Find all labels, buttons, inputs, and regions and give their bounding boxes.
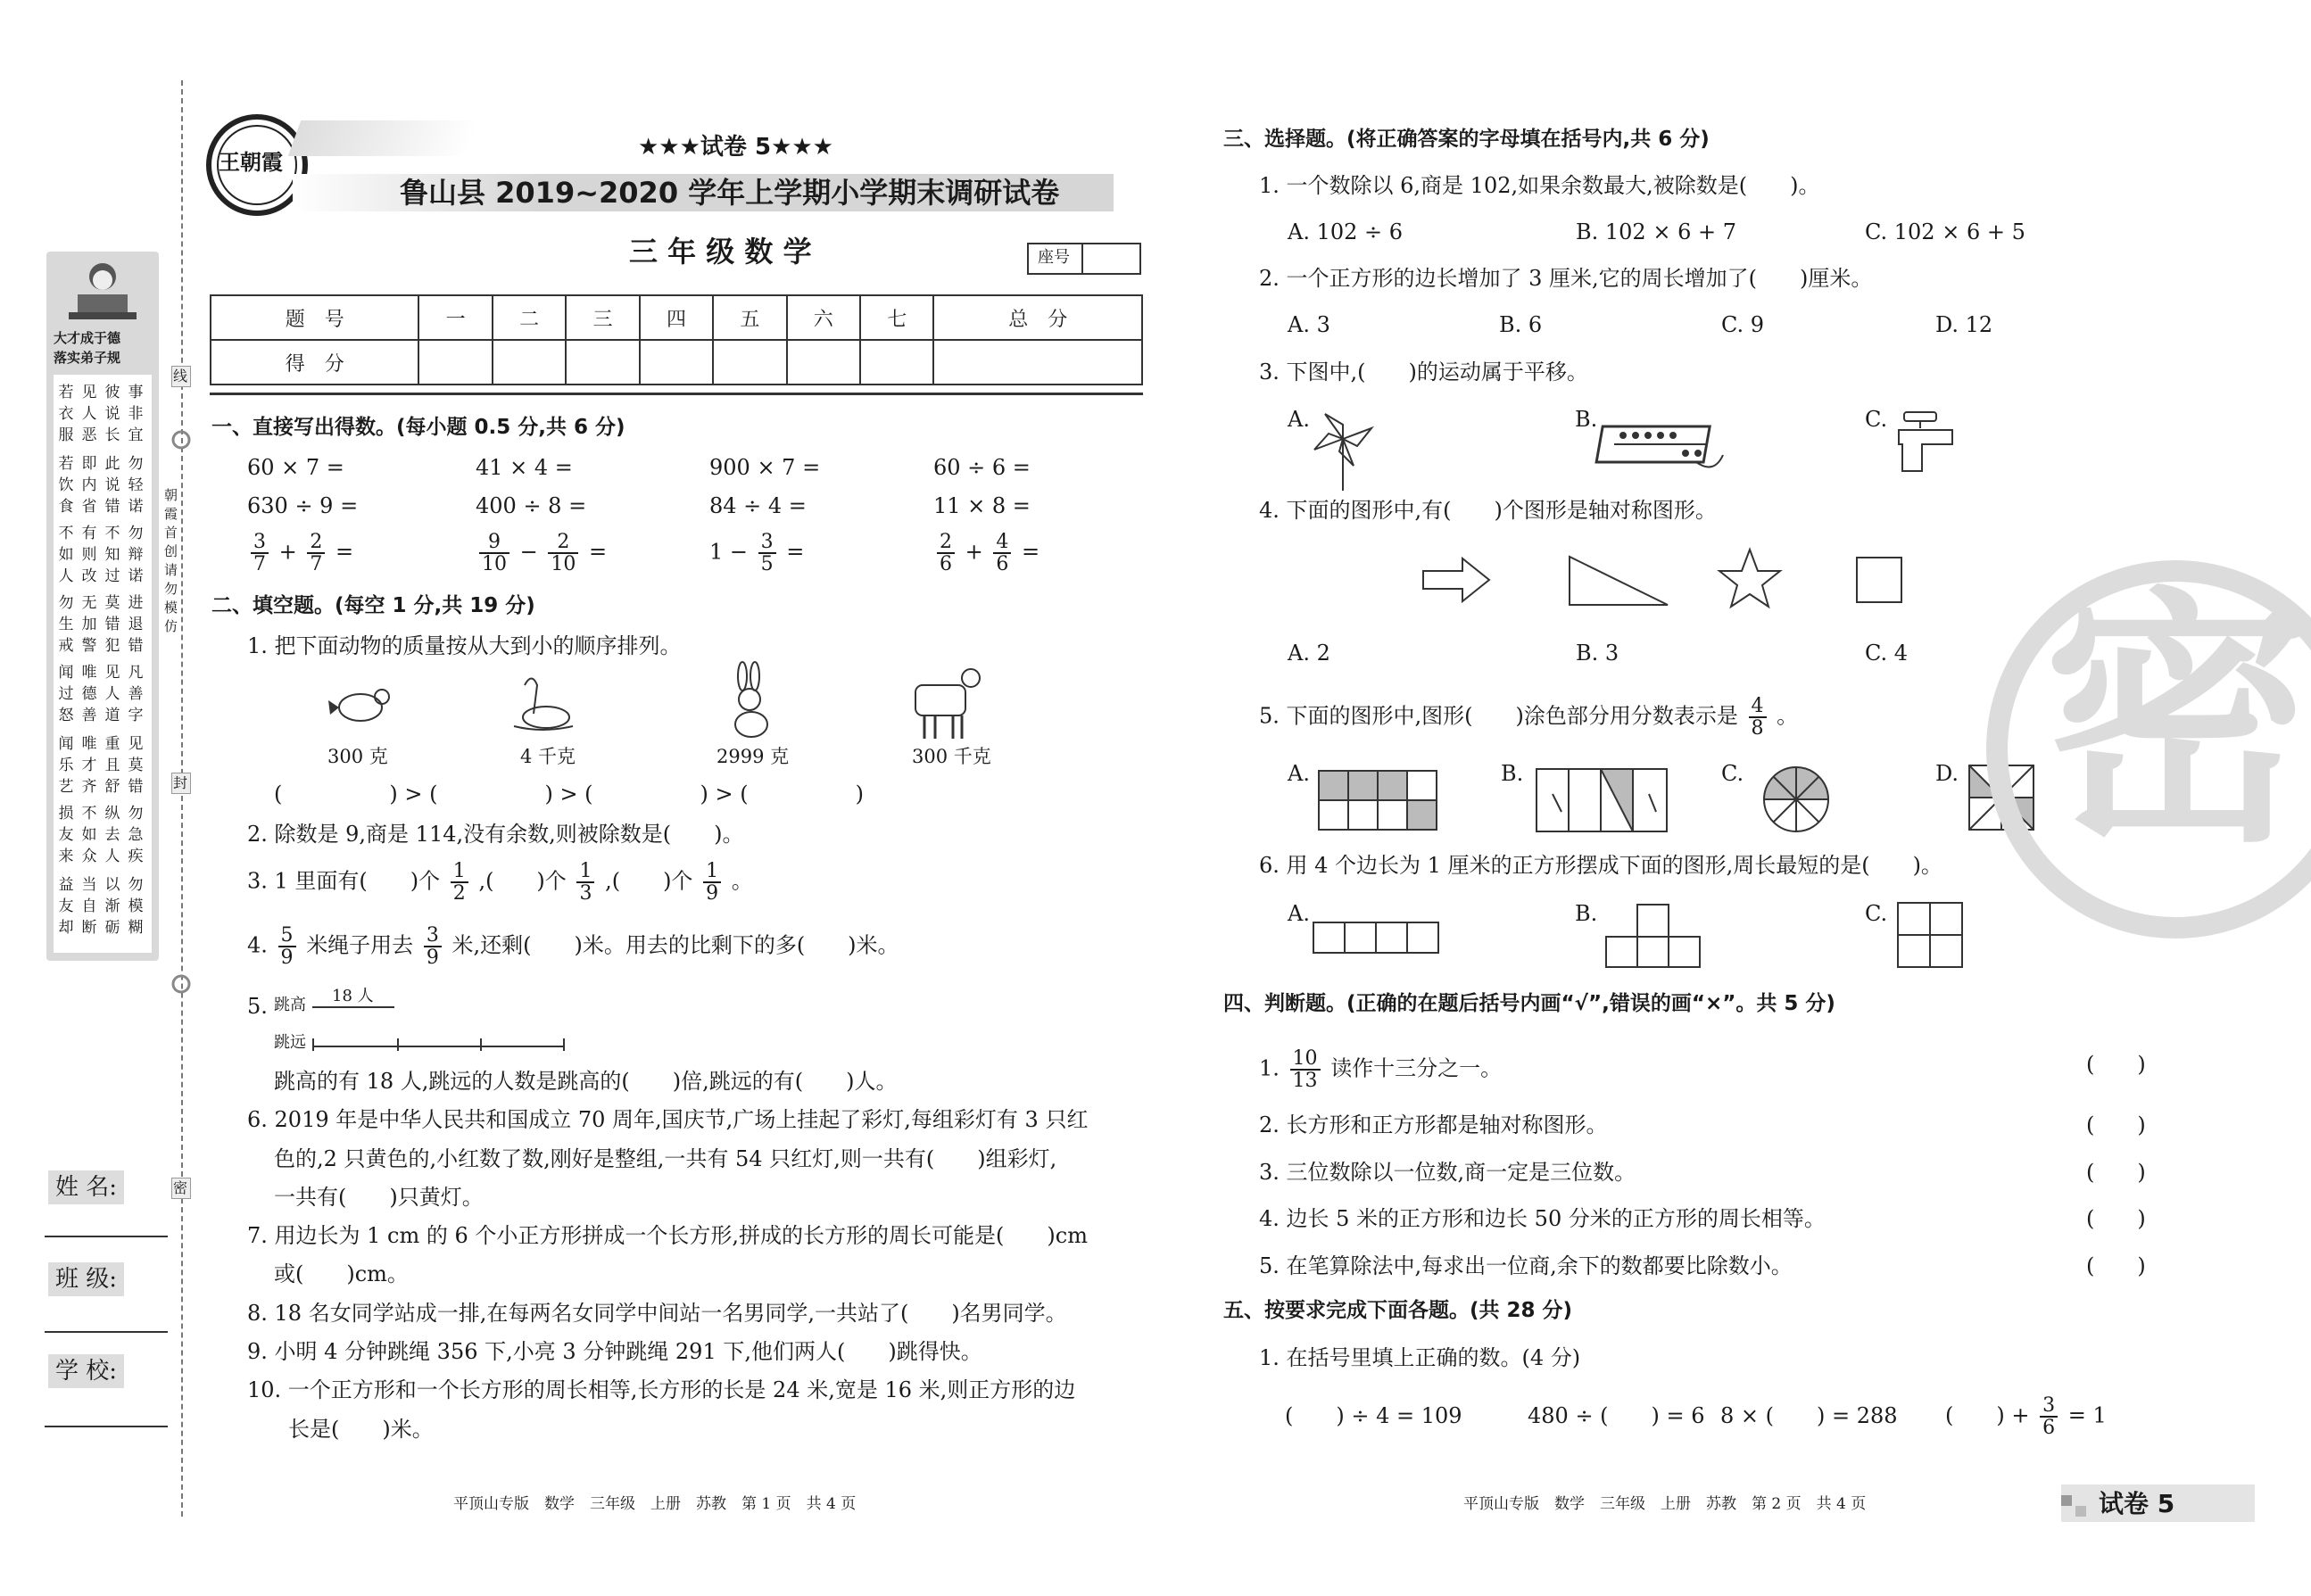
poem-column: 勿轻诺 (128, 455, 144, 516)
poem-column: 闻乐艺 (58, 735, 74, 796)
q2-10-l1: 10. 一个正方形和一个长方形的周长相等,长方形的长是 24 米,宽是 16 米,则正方形的边 (247, 1377, 1076, 1402)
score-input[interactable] (860, 340, 933, 385)
poem-column: 唯才齐 (81, 735, 97, 796)
poem-column: 勿模糊 (128, 876, 144, 937)
tick (312, 1038, 314, 1051)
option[interactable]: B. 102 × 6 + 7 (1576, 219, 1736, 244)
animal-weight: 300 克 (327, 746, 388, 767)
q2-6-l2: 色的,2 只黄色的,小红数了数,刚好是整组,一共有 54 只红灯,则一共有( )组彩灯, (274, 1146, 1057, 1171)
fraction: $\frac{5}{9}$ (278, 925, 296, 968)
q5-long-label: 跳远 (274, 1033, 306, 1052)
fraction: $\frac{4}{6}$ (993, 532, 1011, 575)
fraction: $\frac{9}{10}$ (479, 532, 509, 575)
score-cell: 一 (418, 295, 492, 340)
calc-item: 900 × 7 = (709, 455, 821, 480)
calc-frac-item: $\frac{2}{6}$ + $\frac{4}{6}$ = (933, 532, 1040, 575)
q3-2: 2. 一个正方形的边长增加了 3 厘米,它的周长增加了( )厘米。 (1259, 266, 1873, 291)
judge-answer[interactable]: ( ) (2086, 1112, 2146, 1137)
q4-3: 3. 三位数除以一位数,商一定是三位数。 (1259, 1160, 1636, 1185)
judge-answer[interactable]: ( ) (2086, 1052, 2146, 1077)
arrow-shape-icon (1421, 555, 1493, 605)
logo-text: 王朝霞 (219, 150, 283, 175)
animal-weight: 2999 克 (716, 746, 790, 767)
score-value-row (211, 340, 1142, 385)
ring-icon (170, 972, 193, 996)
calc-item: 60 ÷ 6 = (933, 455, 1031, 480)
order-answer[interactable]: ( ) > ( ) > ( ) > ( ) (274, 781, 865, 806)
motto-line2: 落实弟子规 (54, 350, 121, 366)
poem-column: 若饮食 (58, 455, 74, 516)
fraction: $\frac{2}{6}$ (937, 532, 955, 575)
school-field[interactable] (45, 1426, 168, 1427)
fraction: $\frac{2}{10}$ (548, 532, 578, 575)
section4-heading: 四、判断题。(正确的在题后括号内画“√”,错误的画“×”。共 5 分) (1223, 992, 1835, 1015)
pinwheel-icon (1307, 407, 1379, 492)
calc-item: 11 × 8 = (933, 493, 1031, 518)
calc-frac-item: $\frac{9}{10}$ − $\frac{2}{10}$ = (476, 532, 607, 575)
score-cell: 总 分 (933, 295, 1142, 340)
q2-5-label: 5. (247, 994, 268, 1019)
cow-icon (907, 658, 987, 743)
poem-column: 勿辩诺 (128, 525, 144, 585)
score-cell: 六 (787, 295, 860, 340)
class-label: 班 级: (48, 1262, 124, 1296)
name-label: 姓 名: (48, 1170, 124, 1204)
tick (480, 1038, 482, 1051)
poem-column: 事非宜 (128, 384, 144, 444)
option[interactable]: D. 12 (1935, 312, 1993, 337)
header-rule (210, 393, 1143, 395)
q4-2: 2. 长方形和正方形都是轴对称图形。 (1259, 1112, 1608, 1137)
poem-column: 纵去人 (104, 805, 120, 865)
option[interactable]: C. (1865, 901, 1888, 926)
fraction: $\frac{1}{9}$ (703, 861, 721, 904)
q3-1: 1. 一个数除以 6,商是 102,如果余数最大,被除数是( )。 (1259, 173, 1820, 198)
poem-column: 勿急疾 (128, 805, 144, 865)
poem-column: 即内省 (81, 455, 97, 516)
seal-label-mi: 密 (171, 1178, 191, 1199)
calc-item: 60 × 7 = (247, 455, 344, 480)
tick (563, 1038, 565, 1051)
fill-equation[interactable]: ( ) + $\frac{3}{6}$ = 1 (1945, 1394, 2107, 1440)
q4-1: 1. $\frac{10}{13}$ 读作十三分之一。 (1259, 1047, 1503, 1093)
q4-4: 4. 边长 5 米的正方形和边长 50 分米的正方形的周长相等。 (1259, 1206, 1826, 1231)
motto-line1: 大才成于德 (54, 330, 121, 346)
option[interactable]: A. 2 (1288, 641, 1330, 666)
name-field[interactable] (45, 1236, 168, 1237)
section3-heading: 三、选择题。(将正确答案的字母填在括号内,共 6 分) (1223, 128, 1710, 151)
footer-left: 平顶山专版 数学 三年级 上册 苏教 第 1 页 共 4 页 (453, 1495, 857, 1513)
score-input[interactable] (566, 340, 639, 385)
q2-9: 9. 小明 4 分钟跳绳 356 下,小亮 3 分钟跳绳 291 下,他们两人( )跳得快。 (247, 1339, 982, 1364)
animal-weight: 300 千克 (912, 746, 991, 767)
q2-6-l1: 6. 2019 年是中华人民共和国成立 70 周年,国庆节,广场上挂起了彩灯,每组彩灯有 3 只红 (247, 1107, 1089, 1132)
poem-column: 见莫错 (128, 735, 144, 796)
poem-column: 此说错 (104, 455, 120, 516)
q2-7-l2: 或( )cm。 (274, 1261, 409, 1286)
fraction: $\frac{3}{6}$ (2040, 1395, 2058, 1438)
score-input[interactable] (787, 340, 860, 385)
fraction: $\frac{4}{8}$ (1749, 696, 1767, 739)
footer-right: 平顶山专版 数学 三年级 上册 苏教 第 2 页 共 4 页 (1463, 1495, 1867, 1513)
footer-dot (2075, 1506, 2086, 1517)
option[interactable]: A. (1288, 761, 1310, 786)
ribbon (288, 120, 480, 156)
calc-frac-item: 1 − $\frac{3}{5}$ = (709, 531, 805, 576)
poem-column: 无加警 (81, 594, 97, 655)
q5-jump-label: 跳高 (274, 996, 306, 1014)
score-cell: 题 号 (211, 295, 418, 340)
school-label: 学 校: (48, 1354, 124, 1388)
option[interactable]: C. 9 (1721, 312, 1765, 337)
poem-column: 益友却 (58, 876, 74, 937)
q2-2: 2. 除数是 9,商是 114,没有余数,则被除数是( )。 (247, 822, 744, 847)
poem-column: 唯德善 (81, 664, 97, 724)
option[interactable]: A. 102 ÷ 6 (1288, 219, 1404, 244)
poem-column: 有则改 (81, 525, 97, 585)
fraction: $\frac{10}{13}$ (1290, 1048, 1321, 1091)
t-figure-b (1604, 901, 1702, 969)
judge-answer[interactable]: ( ) (2086, 1206, 2146, 1231)
warn-text: 朝霞首创 请勿模仿 (164, 487, 178, 634)
class-field[interactable] (45, 1331, 168, 1333)
swan-icon (507, 667, 578, 739)
square-shape (1856, 557, 1902, 603)
watermark-text: 密 (2043, 566, 2311, 878)
jump-long-bar (312, 1046, 564, 1047)
score-cell: 二 (493, 295, 566, 340)
q2-7-l1: 7. 用边长为 1 cm 的 6 个小正方形拼成一个长方形,拼成的长方形的周长可能是( )cm (247, 1223, 1088, 1248)
q5-1: 1. 在括号里填上正确的数。(4 分) (1259, 1345, 1581, 1370)
calc-item: 41 × 4 = (476, 455, 573, 480)
option[interactable]: C. (1865, 407, 1888, 432)
q3-6: 6. 用 4 个边长为 1 厘米的正方形摆成下面的图形,周长最短的是( )。 (1259, 853, 1942, 878)
fraction: $\frac{3}{9}$ (424, 925, 442, 968)
score-cell: 四 (640, 295, 713, 340)
abacus-icon (1602, 412, 1727, 484)
score-input[interactable] (640, 340, 713, 385)
score-input[interactable] (418, 340, 492, 385)
option[interactable]: C. 102 × 6 + 5 (1865, 219, 2025, 244)
calc-item: 630 ÷ 9 = (247, 493, 359, 518)
fraction: $\frac{1}{3}$ (576, 861, 594, 904)
poem-column: 凡善字 (128, 664, 144, 724)
poem-column: 见人道 (104, 664, 120, 724)
option[interactable]: A. (1288, 407, 1310, 432)
right-triangle-icon (1566, 553, 1673, 608)
poem-column: 不如众 (81, 805, 97, 865)
exam-title: 鲁山县 2019~2020 学年上学期小学期末调研试卷 (400, 176, 1060, 210)
poem-column: 勿生戒 (58, 594, 74, 655)
animal-weight: 4 千克 (520, 746, 576, 767)
grid-figure-a (1317, 769, 1438, 831)
paper-badge: ★★★试卷 5★★★ (638, 134, 833, 161)
fill-equation[interactable]: 480 ÷ ( ) = 6 (1528, 1403, 1705, 1428)
option[interactable]: B. 6 (1499, 312, 1543, 337)
score-cell: 得 分 (211, 340, 418, 385)
pie-figure-c (1762, 765, 1830, 833)
score-cell: 七 (860, 295, 933, 340)
scholar-icon (55, 257, 150, 328)
option[interactable]: B. (1575, 407, 1598, 432)
jump-high-bar (312, 1006, 394, 1008)
calc-item: 84 ÷ 4 = (709, 493, 807, 518)
poem-column: 不知过 (104, 525, 120, 585)
option[interactable]: C. (1721, 761, 1744, 786)
poem-column: 若衣服 (58, 384, 74, 444)
option[interactable]: B. (1501, 761, 1524, 786)
section5-heading: 五、按要求完成下面各题。(共 28 分) (1223, 1299, 1573, 1322)
option[interactable]: A. 3 (1288, 312, 1330, 337)
calc-item: 400 ÷ 8 = (476, 493, 587, 518)
faucet-icon (1890, 409, 1970, 480)
seat-divider (1081, 243, 1083, 275)
seal-label-feng: 封 (171, 773, 191, 794)
q2-1: 1. 把下面动物的质量按从大到小的顺序排列。 (247, 633, 682, 658)
section2-heading: 二、填空题。(每空 1 分,共 19 分) (211, 594, 535, 617)
q3-5: 5. 下面的图形中,图形( )涂色部分用分数表示是 $\frac{4}{8}$ 。 (1259, 695, 1799, 740)
poem-column: 不如人 (58, 525, 74, 585)
score-input[interactable] (493, 340, 566, 385)
poem-column: 见人恶 (81, 384, 97, 444)
poem-column: 以渐砺 (104, 876, 120, 937)
row-figure-a (1312, 919, 1440, 956)
seat-label: 座号 (1038, 248, 1070, 267)
q2-8: 8. 18 名女同学站成一排,在每两名女同学中间站一名男同学,一共站了( )名男同学。 (247, 1301, 1067, 1326)
subject-title: 三 年 级 数 学 (629, 235, 812, 269)
bird-icon (327, 674, 398, 736)
poem-column: 进退错 (128, 594, 144, 655)
q2-3: 3. 1 里面有( )个 $\frac{1}{2}$ ,( )个 $\frac{1}{3}$ ,( )个 $\frac{1}{9}$ 。 (247, 860, 753, 906)
option[interactable]: A. (1288, 901, 1310, 926)
poem-column: 当自断 (81, 876, 97, 937)
q2-4: 4. $\frac{5}{9}$ 米绳子用去 $\frac{3}{9}$ 米,还剩( )米。用去的比剩下的多( )米。 (247, 924, 899, 970)
fraction: $\frac{3}{7}$ (251, 532, 269, 575)
poem-column: 重且舒 (104, 735, 120, 796)
q2-6-l3: 一共有( )只黄灯。 (274, 1185, 484, 1210)
score-input[interactable] (713, 340, 786, 385)
poem-column: 彼说长 (104, 384, 120, 444)
score-input[interactable] (933, 340, 1142, 385)
fraction: $\frac{1}{2}$ (451, 861, 468, 904)
cut-line (181, 80, 183, 1517)
q3-4: 4. 下面的图形中,有( )个图形是轴对称图形。 (1259, 498, 1717, 523)
strip-figure-b (1535, 767, 1669, 833)
score-header-row (211, 295, 1142, 340)
q4-5: 5. 在笔算除法中,每求出一位商,余下的数都要比除数小。 (1259, 1253, 1793, 1278)
option[interactable]: D. (1935, 761, 1959, 786)
poem-column: 损友来 (58, 805, 74, 865)
footer-badge: 试卷 5 (2099, 1489, 2175, 1518)
star-icon (1718, 546, 1782, 610)
q2-5-text: 跳高的有 18 人,跳远的人数是跳高的( )倍,跳远的有( )人。 (274, 1069, 898, 1094)
fill-equation[interactable]: 8 × ( ) = 288 (1720, 1403, 1898, 1428)
option[interactable]: C. 4 (1865, 641, 1909, 666)
score-cell: 三 (566, 295, 639, 340)
seal-label-line: 线 (171, 366, 191, 387)
q3-3: 3. 下图中,( )的运动属于平移。 (1259, 360, 1588, 385)
rabbit-icon (714, 662, 785, 742)
square-figure-c (1896, 901, 1964, 969)
fill-equation[interactable]: ( ) ÷ 4 = 109 (1285, 1403, 1462, 1428)
judge-answer[interactable]: ( ) (2086, 1160, 2146, 1185)
score-cell: 五 (713, 295, 786, 340)
tick (397, 1038, 399, 1051)
poem-column: 闻过怒 (58, 664, 74, 724)
q2-10-l2: 长是( )米。 (288, 1417, 434, 1442)
ring-icon (170, 428, 193, 451)
poem-column: 莫错犯 (104, 594, 120, 655)
footer-dot (2061, 1495, 2072, 1506)
fraction: $\frac{3}{5}$ (758, 532, 776, 575)
option[interactable]: B. (1575, 901, 1598, 926)
judge-answer[interactable]: ( ) (2086, 1253, 2146, 1278)
option[interactable]: B. 3 (1576, 641, 1619, 666)
fraction: $\frac{2}{7}$ (307, 532, 325, 575)
calc-frac-item: $\frac{3}{7}$ + $\frac{2}{7}$ = (247, 532, 353, 575)
section1-heading: 一、直接写出得数。(每小题 0.5 分,共 6 分) (211, 416, 625, 439)
q5-people: 18 人 (332, 987, 374, 1005)
score-table (210, 294, 1143, 385)
